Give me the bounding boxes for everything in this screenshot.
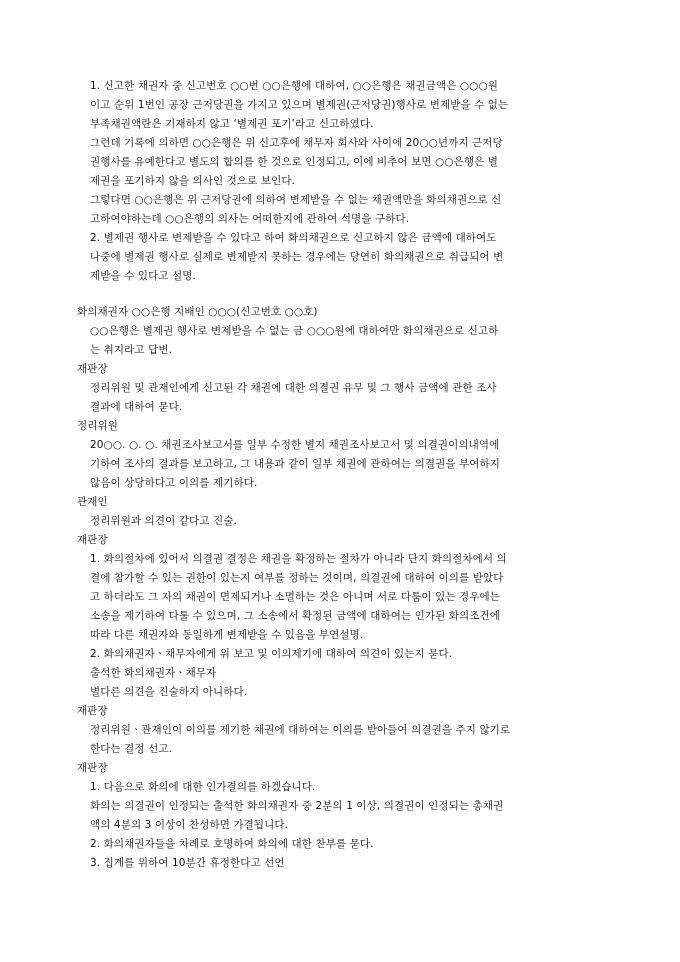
text-line: 그런데 기록에 의하면 ○○은행은 위 신고후에 채무자 회사와 사이에 20○○년까지 근저당 xyxy=(90,137,503,149)
speaker-label: 관재인 xyxy=(77,496,108,508)
text-line: 않음이 상당하다고 이의를 제기하다. xyxy=(90,477,258,489)
text-line: 20○○. ○. ○. 채권조사보고서를 일부 수정한 별지 채권조사보고서 및 의결권이의내역에 xyxy=(90,439,500,451)
text-line: 1. 다음으로 화의에 대한 인가결의를 하겠습니다. xyxy=(90,781,316,793)
speaker-label: 정리위원 xyxy=(77,420,118,432)
text-line: 3. 집계를 위하여 10분간 휴정한다고 선언 xyxy=(90,857,285,869)
text-line: 고 하더라도 그 자의 채권이 면제되거나 소멸하는 것은 아니며 서로 다툼이 있는 경우에는 xyxy=(90,591,500,603)
text-line: 이고 순위 1번인 공장 근저당권을 가지고 있으며 별제권(근저당권)행사로 변제받을 수 없는 xyxy=(90,99,509,111)
text-line: 기하여 조사의 결과를 보고하고, 그 내용과 같이 일부 채권에 관하여는 의결권을 부여하지 xyxy=(90,458,500,470)
text-line: 결과에 대하여 묻다. xyxy=(90,401,183,413)
text-line: 결에 참가할 수 있는 권한이 있는지 여부를 정하는 것이며, 의결권에 대하여 이의를 받았다 xyxy=(90,572,504,584)
text-line: 제권을 포기하지 않을 의사인 것으로 보인다. xyxy=(90,175,295,187)
text-line: 나중에 별제권 행사로 실제로 변제받지 못하는 경우에는 당연히 화의채권으로 취급되어 변 xyxy=(90,251,504,263)
text-line: 2. 화의채권자들을 차례로 호명하여 화의에 대한 찬부를 묻다. xyxy=(90,838,374,850)
text-line: 정리위원과 의견이 같다고 진술. xyxy=(90,515,237,527)
text-line: 1. 화의절차에 있어서 의결권 결정은 채권을 확정하는 절차가 아니라 단지 화의절차에서 의 xyxy=(90,553,507,565)
text-line: 그렇다면 ○○은행은 위 근저당권에 의하여 변제받을 수 없는 채권액만을 화의채권으로 신 xyxy=(90,194,502,206)
text-line: 따라 다른 채권자와 동일하게 변제받을 수 있음을 부연설명. xyxy=(90,629,364,641)
text-line: 출석한 화의채권자ㆍ채무자 xyxy=(90,667,217,679)
text-line: 별다른 의견을 진술하지 아니하다. xyxy=(90,686,248,698)
text-line: 소송을 제기하여 다툴 수 있으며, 그 소송에서 확정된 금액에 대하여는 인가된 화의조건에 xyxy=(90,610,500,622)
text-line: 부족채권액란은 기재하지 않고 ‘별제권 포기’라고 신고하였다. xyxy=(90,118,374,130)
text-line: 화의는 의결권이 인정되는 출석한 화의채권자 중 2분의 1 이상, 의결권이 인정되는 총채권 xyxy=(90,800,504,812)
text-line: 액의 4분의 3 이상이 찬성하면 가결됩니다. xyxy=(90,819,289,831)
speaker-label: 재판장 xyxy=(77,705,108,717)
speaker-label: 재판장 xyxy=(77,534,108,546)
text-line: 2. 별제권 행사로 변제받을 수 있다고 하여 화의채권으로 신고하지 않은 금액에 대하여도 xyxy=(90,232,497,244)
text-line: 2. 화의채권자ㆍ채무자에게 위 보고 및 이의제기에 대하여 의견이 있는지 묻다. xyxy=(90,648,453,660)
speaker-label: 재판장 xyxy=(77,363,108,375)
speaker-label: 화의채권자 ○○은행 지배인 ○○○(신고번호 ○○호) xyxy=(77,306,318,318)
text-line: 는 취지라고 답변. xyxy=(90,344,173,356)
text-line: 제받을 수 있다고 설명. xyxy=(90,270,196,282)
text-line: ○○은행은 별제권 행사로 변제받을 수 없는 금 ○○○원에 대하여만 화의채권으로 신고하 xyxy=(90,325,499,337)
text-line: 정리위원ㆍ관재인이 이의를 제기한 채권에 대하여는 이의를 받아들여 의결권을 주지 않기로 xyxy=(90,724,511,736)
text-line: 권행사를 유예한다고 별도의 합의를 한 것으로 인정되고, 이에 비추어 보면 ○○은행은 별 xyxy=(90,156,499,168)
text-line: 1. 신고한 채권자 중 신고번호 ○○번 ○○은행에 대하여, ○○은행은 채권금액은 ○○○원 xyxy=(90,80,498,92)
speaker-label: 재판장 xyxy=(77,762,108,774)
text-line: 한다는 결정 선고. xyxy=(90,743,173,755)
text-line: 정리위원 및 관재인에게 신고된 각 채권에 대한 의결권 유무 및 그 행사 금액에 관한 조사 xyxy=(90,382,497,394)
text-line: 고하여야하는데 ○○은행의 의사는 어떠한지에 관하여 석명을 구하다. xyxy=(90,213,410,225)
